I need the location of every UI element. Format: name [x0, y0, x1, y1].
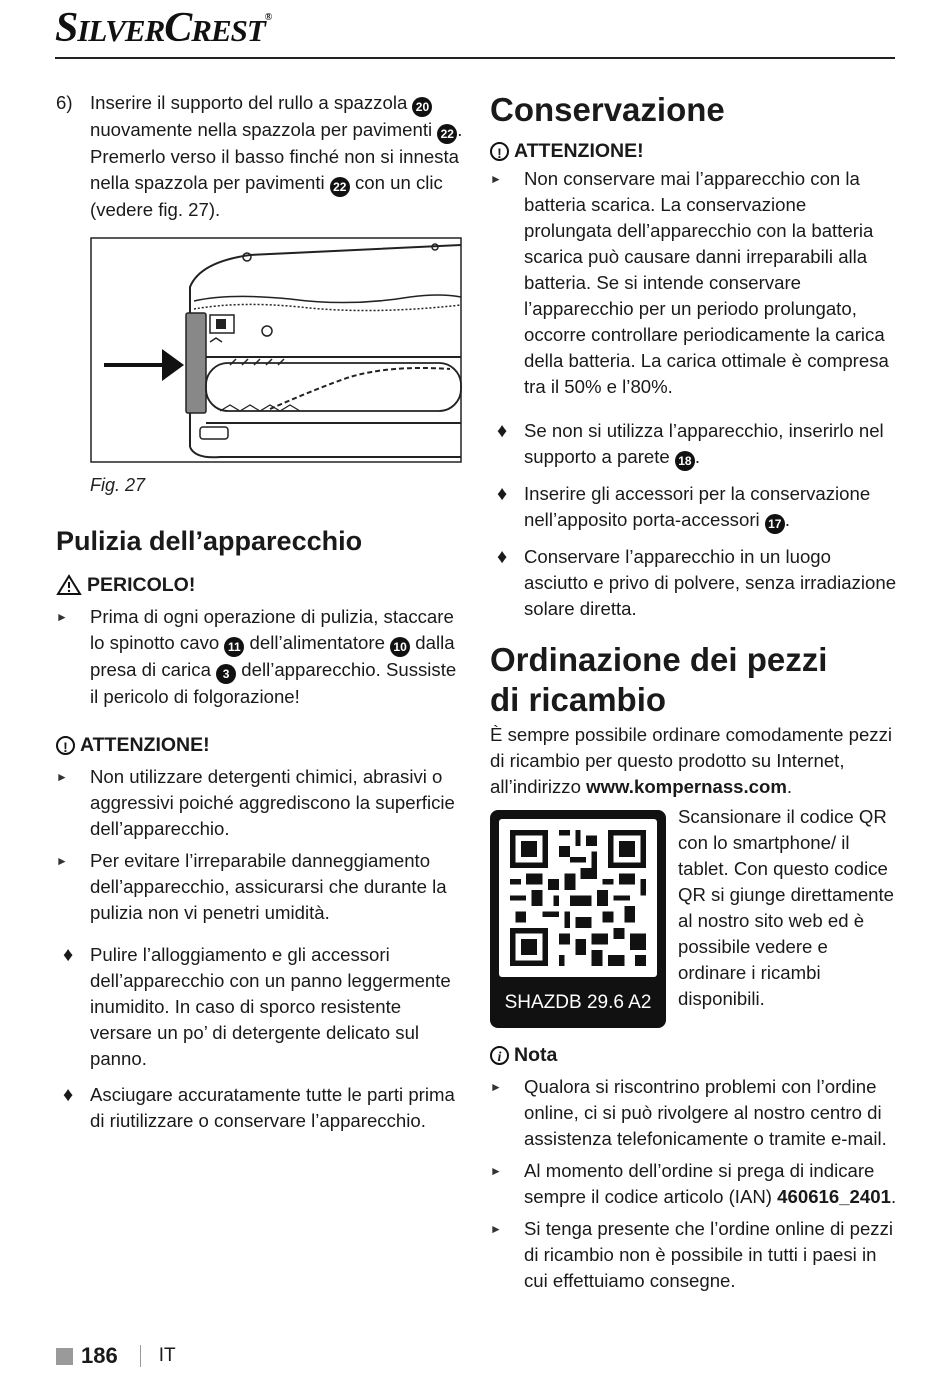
arrow-bullet-icon: ► [490, 1222, 502, 1236]
diamond-bullet-icon: ♦ [497, 420, 508, 442]
diamond-bullet-icon: ♦ [497, 483, 508, 505]
list-item: ► Qualora si riscontrino problemi con l’ordine online, ci si può rivolgere al nostro centro di assistenza telefonicamente o tramite e-mail. [490, 1076, 887, 1149]
callout-20: 20 [412, 97, 432, 117]
list-item: ► Al momento dell’ordine si prega di indicare sempre il codice articolo (IAN) 460616_2401. [490, 1160, 897, 1207]
arrow-bullet-icon: ► [56, 610, 68, 624]
list-item: ♦ Se non si utilizza l’apparecchio, inserirlo nel supporto a parete 18 . [490, 418, 898, 471]
page-number: 186 [81, 1343, 118, 1368]
header-rule [55, 57, 895, 59]
section-title-order: Ordinazione dei pezzi di ricambio [490, 641, 828, 718]
list-item: ► Non utilizzare detergenti chimici, abrasivi o aggressivi poiché aggrediscono la superficie dell’apparecchio. [56, 766, 455, 839]
callout-22: 22 [330, 177, 350, 197]
step-6: 6) Inserire il supporto del rullo a spazzola 20 nuovamente nella spazzola per pavimenti 22 . Premerlo verso il basso finché non si innesta nella spazzola per pavimenti 22 con un clic (vedere fig. 27). [56, 92, 463, 220]
info-circle-icon: i [490, 1046, 509, 1065]
brand-logo: SILVERCREST® [55, 5, 272, 51]
page-marker-icon [56, 1348, 73, 1365]
ian-code: 460616_2401 [777, 1186, 891, 1207]
arrow-bullet-icon: ► [56, 854, 68, 868]
note-heading: i Nota [490, 1042, 898, 1068]
left-column [56, 90, 464, 1134]
arrow-bullet-icon: ► [490, 1080, 502, 1094]
list-item: ♦ Conservare l’apparecchio in un luogo asciutto e privo di polvere, senza irradiazione solare diretta. [497, 546, 897, 619]
language-code: IT [158, 1345, 176, 1366]
list-item: ♦ Pulire l’alloggiamento e gli accessori dell’apparecchio con un panno leggermente inumidito. In caso di sporco resistente versare un po’ di detergente delicato sul panno. [63, 944, 451, 1069]
order-text: È sempre possibile ordinare comodamente pezzi di ricambio per questo prodotto su Internet, all’indirizzo www.kompernass.com. [490, 724, 893, 797]
list-item: ► Non conservare mai l’apparecchio con la batteria scarica. La conservazione prolungata dell’apparecchio con la batteria scarica può causare danni irreparabili alla batteria. Se si intende conservare l’apparecchio per un periodo prolungato, occorre controllare periodicamente la carica della batteria. La carica ottimale è compresa tra il 50% e l’80%. [490, 168, 889, 397]
arrow-bullet-icon: ► [490, 172, 502, 186]
section-title-cleaning: Pulizia dell’apparecchio [56, 526, 363, 556]
danger-item: ► Prima di ogni operazione di pulizia, staccare lo spinotto cavo 11 dell’alimentatore 10 dalla presa di carica 3 dell’apparecchio. Sussiste il pericolo di folgorazione! [56, 606, 457, 707]
qr-section [490, 806, 898, 1028]
callout-22: 22 [437, 124, 457, 144]
list-item: ► Per evitare l’irreparabile danneggiamento dell’apparecchio, assicurarsi che durante la pulizia non vi penetri umidità. [56, 850, 447, 923]
qr-description: Scansionare il codice QR con lo smartphone/ il tablet. Con questo codice QR si giunge direttamente al nostro sito web ed è possibile vedere e ordinare i ricambi disponibili. [678, 806, 895, 1009]
section-title-storage: Conservazione [490, 91, 725, 128]
danger-heading: PERICOLO! [56, 572, 464, 598]
attention-heading: ! ATTENZIONE! [56, 732, 464, 758]
figure-caption: Fig. 27 [90, 475, 146, 495]
diamond-bullet-icon: ♦ [63, 944, 74, 966]
arrow-bullet-icon: ► [56, 770, 68, 784]
exclamation-circle-icon: ! [56, 736, 75, 755]
right-column [490, 90, 898, 1294]
figure-27 [90, 237, 464, 470]
qr-code-icon [499, 819, 657, 977]
qr-code-box[interactable] [490, 810, 666, 1028]
list-item: ♦ Inserire gli accessori per la conservazione nell’apposito porta-accessori 17 . [490, 481, 898, 534]
attention-heading: ! ATTENZIONE! [490, 138, 898, 164]
exclamation-circle-icon: ! [490, 142, 509, 161]
page-footer [56, 1343, 176, 1369]
list-item: ► Si tenga presente che l’ordine online di pezzi di ricambio non è possibile in tutti i paesi in cui effettuiamo consegne. [490, 1218, 894, 1291]
warning-triangle-icon [56, 574, 82, 596]
arrow-bullet-icon: ► [490, 1164, 502, 1178]
order-url[interactable]: www.kompernass.com [586, 776, 787, 797]
diamond-bullet-icon: ♦ [497, 546, 508, 568]
qr-label: SHAZDB 29.6 A2 [504, 992, 652, 1013]
brush-roller-illustration [90, 237, 462, 463]
footer-divider [140, 1345, 141, 1367]
diamond-bullet-icon: ♦ [63, 1084, 74, 1106]
list-item: ♦ Asciugare accuratamente tutte le parti prima di riutilizzare o conservare l’apparecchio. [63, 1084, 455, 1131]
